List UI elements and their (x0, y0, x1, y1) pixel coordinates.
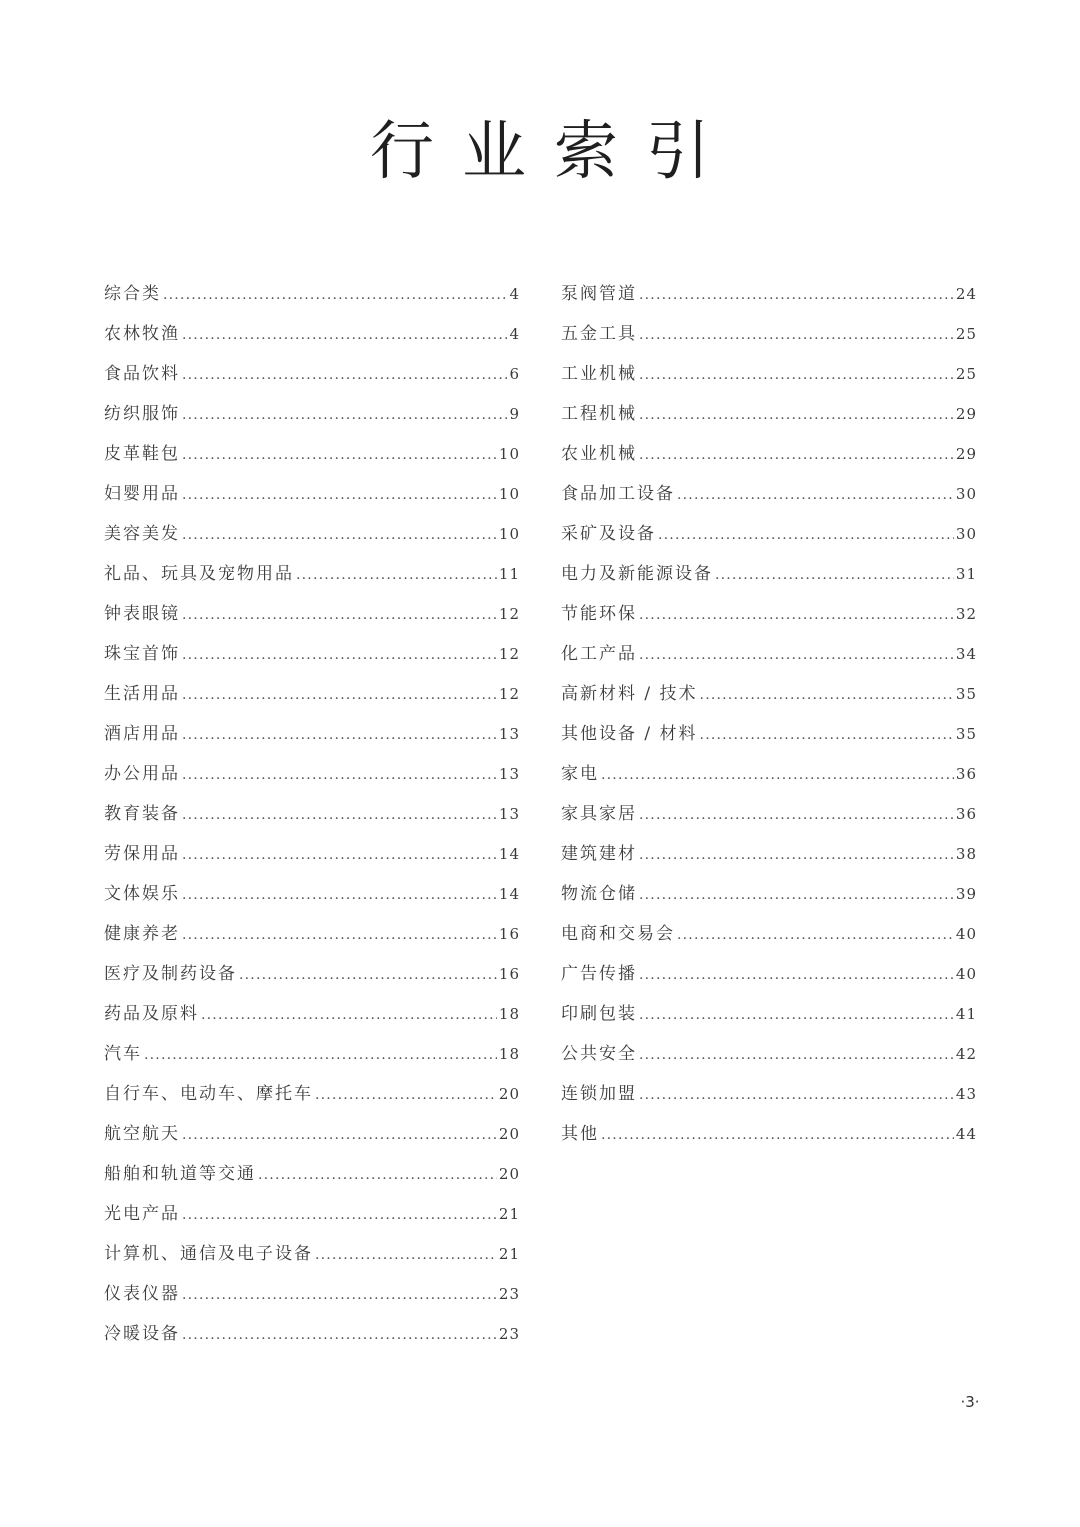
index-entry-page: 23 (498, 1325, 520, 1343)
index-entry-label: 公共安全 (561, 1044, 637, 1064)
index-entry (561, 319, 977, 359)
index-entry (104, 519, 520, 559)
index-entry-label: 家电 (561, 764, 599, 784)
index-entry-page: 14 (498, 845, 520, 863)
index-entry (561, 719, 977, 759)
index-entry-label: 工业机械 (561, 364, 637, 384)
index-entry-label: 光电产品 (104, 1204, 180, 1224)
index-entry (104, 439, 520, 479)
index-entry (561, 279, 977, 319)
index-entry-label: 钟表眼镜 (104, 604, 180, 624)
index-entry-label: 食品饮料 (104, 364, 180, 384)
dot-leader (315, 1087, 497, 1103)
index-entry (104, 319, 520, 359)
index-entry-page: 23 (498, 1285, 520, 1303)
index-entry-page: 4 (509, 325, 520, 343)
dot-leader (182, 527, 497, 543)
dot-leader (639, 1087, 954, 1103)
index-entry-label: 采矿及设备 (561, 524, 656, 544)
index-entry (561, 799, 977, 839)
index-entry-label: 综合类 (104, 284, 161, 304)
index-entry-label: 文体娱乐 (104, 884, 180, 904)
index-entry (104, 1119, 520, 1159)
index-entry (561, 759, 977, 799)
index-entry-page: 12 (498, 645, 520, 663)
index-entry (104, 639, 520, 679)
index-entry (104, 999, 520, 1039)
dot-leader (639, 607, 954, 623)
index-entry-page: 35 (955, 685, 977, 703)
index-entry-label: 广告传播 (561, 964, 637, 984)
index-entry (561, 919, 977, 959)
index-entry-page: 31 (955, 565, 977, 583)
index-entry (104, 959, 520, 999)
index-entry-label: 妇婴用品 (104, 484, 180, 504)
index-entry-page: 42 (955, 1045, 977, 1063)
index-entry-label: 美容美发 (104, 524, 180, 544)
dot-leader (182, 687, 497, 703)
index-entry-label: 节能环保 (561, 604, 637, 624)
index-entry-page: 29 (955, 405, 977, 423)
index-entry (104, 279, 520, 319)
index-entry-page: 35 (955, 725, 977, 743)
dot-leader (182, 487, 497, 503)
index-entry (104, 559, 520, 599)
dot-leader (639, 967, 954, 983)
index-entry (104, 759, 520, 799)
dot-leader (239, 967, 497, 983)
index-entry-page: 11 (498, 565, 520, 583)
index-entry-page: 40 (955, 925, 977, 943)
dot-leader (639, 287, 954, 303)
index-entry (104, 919, 520, 959)
index-entry (561, 1119, 977, 1159)
index-entry (104, 399, 520, 439)
dot-leader (639, 447, 954, 463)
index-entry (104, 1279, 520, 1319)
index-entry-page: 24 (955, 285, 977, 303)
index-entry (104, 1079, 520, 1119)
dot-leader (639, 647, 954, 663)
index-entry-label: 农业机械 (561, 444, 637, 464)
index-entry-page: 43 (955, 1085, 977, 1103)
index-entry-page: 12 (498, 605, 520, 623)
index-entry-label: 物流仓储 (561, 884, 637, 904)
index-entry-page: 32 (955, 605, 977, 623)
index-entry (104, 839, 520, 879)
index-entry-page: 41 (955, 1005, 977, 1023)
dot-leader (315, 1247, 497, 1263)
index-entry (561, 679, 977, 719)
index-column-right (561, 279, 977, 1159)
dot-leader (182, 727, 497, 743)
index-entry-label: 家具家居 (561, 804, 637, 824)
index-entry-page: 20 (498, 1125, 520, 1143)
index-entry-page: 16 (498, 965, 520, 983)
index-entry-label: 其他 (561, 1124, 599, 1144)
index-entry (561, 479, 977, 519)
dot-leader (201, 1007, 497, 1023)
dot-leader (658, 527, 954, 543)
index-entry-page: 13 (498, 805, 520, 823)
dot-leader (639, 367, 954, 383)
index-entry-page: 18 (498, 1005, 520, 1023)
dot-leader (639, 1007, 954, 1023)
index-entry-page: 18 (498, 1045, 520, 1063)
index-entry-label: 劳保用品 (104, 844, 180, 864)
index-entry-label: 生活用品 (104, 684, 180, 704)
page-title: 行业索引 (370, 115, 738, 189)
index-entry (561, 559, 977, 599)
index-entry-label: 教育装备 (104, 804, 180, 824)
index-entry-page: 29 (955, 445, 977, 463)
dot-leader (677, 487, 954, 503)
index-entry (561, 959, 977, 999)
index-entry-label: 船舶和轨道等交通 (104, 1164, 256, 1184)
index-entry (104, 679, 520, 719)
index-entry (104, 359, 520, 399)
index-entry-label: 药品及原料 (104, 1004, 199, 1024)
page-number: ·3· (960, 1393, 980, 1411)
index-entry-page: 13 (498, 725, 520, 743)
dot-leader (296, 567, 497, 583)
index-entry-page: 36 (955, 765, 977, 783)
dot-leader (182, 927, 497, 943)
dot-leader (182, 607, 497, 623)
index-entry-page: 25 (955, 325, 977, 343)
index-entry-label: 食品加工设备 (561, 484, 675, 504)
dot-leader (182, 407, 507, 423)
index-column-left (104, 279, 520, 1359)
index-entry (561, 879, 977, 919)
index-entry-page: 39 (955, 885, 977, 903)
index-entry-label: 连锁加盟 (561, 1084, 637, 1104)
index-entry-page: 14 (498, 885, 520, 903)
index-entry-label: 其他设备 / 材料 (561, 724, 698, 744)
index-entry-label: 纺织服饰 (104, 404, 180, 424)
index-entry-page: 10 (498, 525, 520, 543)
index-entry-label: 酒店用品 (104, 724, 180, 744)
index-entry-label: 建筑建材 (561, 844, 637, 864)
index-entry-label: 电力及新能源设备 (561, 564, 713, 584)
index-entry-page: 30 (955, 485, 977, 503)
index-entry-page: 25 (955, 365, 977, 383)
index-entry-page: 20 (498, 1165, 520, 1183)
index-entry (561, 1039, 977, 1079)
index-entry-page: 44 (955, 1125, 977, 1143)
index-entry (104, 1319, 520, 1359)
dot-leader (182, 1127, 497, 1143)
dot-leader (182, 807, 497, 823)
dot-leader (182, 1327, 497, 1343)
dot-leader (144, 1047, 497, 1063)
index-entry (104, 1039, 520, 1079)
index-entry-page: 9 (509, 405, 520, 423)
index-entry (104, 1159, 520, 1199)
index-entry-label: 健康养老 (104, 924, 180, 944)
dot-leader (639, 407, 954, 423)
index-entry-page: 12 (498, 685, 520, 703)
dot-leader (182, 1207, 497, 1223)
index-entry (104, 1239, 520, 1279)
index-entry (561, 1079, 977, 1119)
index-entry-label: 农林牧渔 (104, 324, 180, 344)
index-entry-page: 21 (498, 1205, 520, 1223)
index-entry-label: 皮革鞋包 (104, 444, 180, 464)
index-entry-label: 泵阀管道 (561, 284, 637, 304)
dot-leader (715, 567, 954, 583)
index-entry-label: 化工产品 (561, 644, 637, 664)
dot-leader (182, 367, 507, 383)
index-entry-page: 21 (498, 1245, 520, 1263)
dot-leader (677, 927, 954, 943)
dot-leader (182, 767, 497, 783)
index-entry (104, 719, 520, 759)
index-entry (561, 439, 977, 479)
dot-leader (639, 327, 954, 343)
index-entry-label: 工程机械 (561, 404, 637, 424)
index-entry-page: 10 (498, 485, 520, 503)
index-entry (561, 839, 977, 879)
index-entry-label: 冷暖设备 (104, 1324, 180, 1344)
index-entry (104, 479, 520, 519)
index-entry-label: 印刷包装 (561, 1004, 637, 1024)
dot-leader (182, 447, 497, 463)
index-entry-label: 珠宝首饰 (104, 644, 180, 664)
dot-leader (182, 647, 497, 663)
index-entry (104, 879, 520, 919)
dot-leader (182, 847, 497, 863)
dot-leader (163, 287, 507, 303)
index-entry-page: 20 (498, 1085, 520, 1103)
dot-leader (182, 1287, 497, 1303)
index-entry-label: 自行车、电动车、摩托车 (104, 1084, 313, 1104)
index-entry (104, 1199, 520, 1239)
dot-leader (639, 847, 954, 863)
index-entry-label: 五金工具 (561, 324, 637, 344)
index-entry-label: 电商和交易会 (561, 924, 675, 944)
index-entry-label: 礼品、玩具及宠物用品 (104, 564, 294, 584)
index-entry-label: 计算机、通信及电子设备 (104, 1244, 313, 1264)
index-entry (104, 799, 520, 839)
index-entry-page: 36 (955, 805, 977, 823)
index-entry (561, 599, 977, 639)
index-entry-page: 38 (955, 845, 977, 863)
index-entry-label: 汽车 (104, 1044, 142, 1064)
index-entry-page: 6 (509, 365, 520, 383)
dot-leader (601, 1127, 954, 1143)
index-entry (561, 399, 977, 439)
index-entry-label: 办公用品 (104, 764, 180, 784)
dot-leader (639, 807, 954, 823)
index-entry-label: 医疗及制药设备 (104, 964, 237, 984)
index-entry-label: 仪表仪器 (104, 1284, 180, 1304)
index-entry-label: 航空航天 (104, 1124, 180, 1144)
index-entry-page: 30 (955, 525, 977, 543)
index-entry (561, 999, 977, 1039)
index-entry-page: 4 (509, 285, 520, 303)
dot-leader (601, 767, 954, 783)
dot-leader (182, 327, 507, 343)
index-entry-page: 16 (498, 925, 520, 943)
dot-leader (700, 687, 954, 703)
index-entry (561, 359, 977, 399)
index-entry-label: 高新材料 / 技术 (561, 684, 698, 704)
dot-leader (639, 1047, 954, 1063)
dot-leader (700, 727, 954, 743)
index-entry-page: 40 (955, 965, 977, 983)
index-entry (561, 639, 977, 679)
dot-leader (258, 1167, 497, 1183)
index-entry (104, 599, 520, 639)
index-entry-page: 10 (498, 445, 520, 463)
index-entry-page: 13 (498, 765, 520, 783)
dot-leader (182, 887, 497, 903)
index-entry (561, 519, 977, 559)
index-entry-page: 34 (955, 645, 977, 663)
dot-leader (639, 887, 954, 903)
